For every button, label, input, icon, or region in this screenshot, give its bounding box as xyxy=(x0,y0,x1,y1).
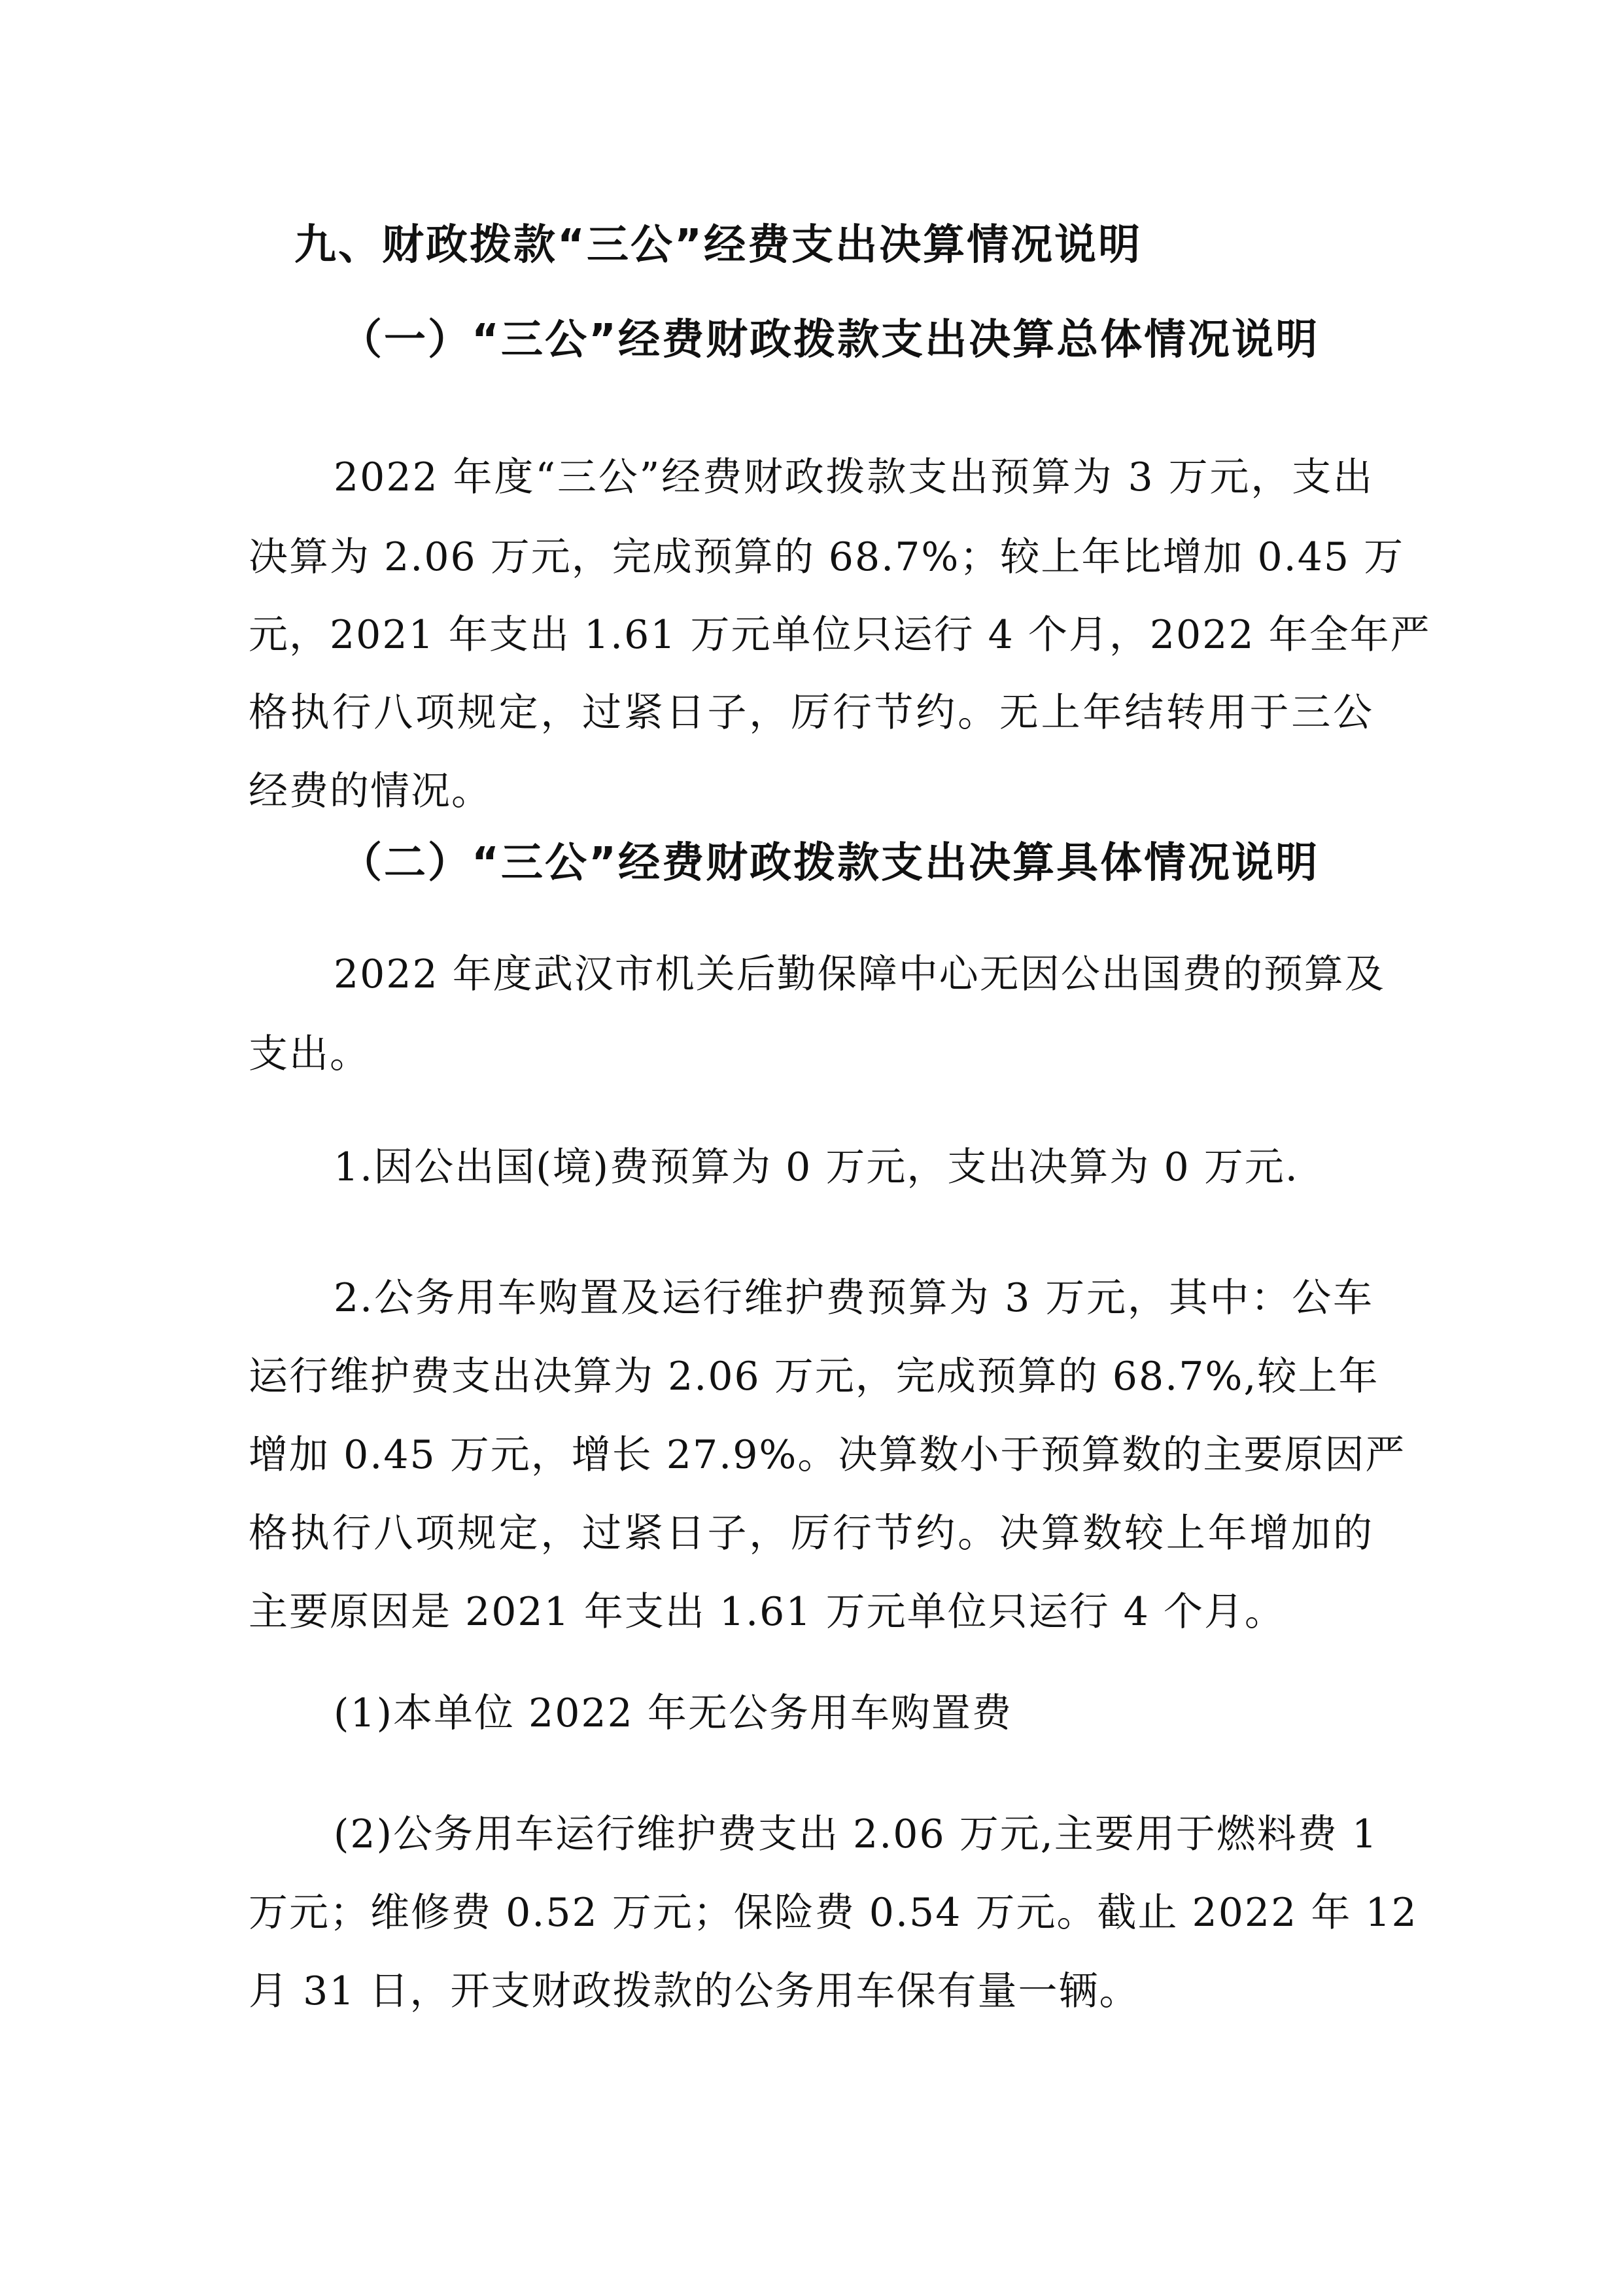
subsection-title-1: （一）“三公”经费财政拨款支出决算总体情况说明 xyxy=(340,316,1320,364)
paragraph-line: 增加 0.45 万元，增长 27.9%。决算数小于预算数的主要原因严 xyxy=(249,1432,1406,1478)
paragraph-line: 主要原因是 2021 年支出 1.61 万元单位只运行 4 个月。 xyxy=(249,1589,1285,1635)
paragraph-line: 运行维护费支出决算为 2.06 万元，完成预算的 68.7%,较上年 xyxy=(249,1354,1379,1399)
list-item-1: 1.因公出国(境)费预算为 0 万元，支出决算为 0 万元. xyxy=(334,1144,1299,1190)
paragraph-line: 格执行八项规定，过紧日子，厉行节约。决算数较上年增加的 xyxy=(249,1511,1373,1556)
paragraph-line: 2022 年度武汉市机关后勤保障中心无因公出国费的预算及 xyxy=(334,951,1385,997)
section-title: 九、财政拨款“三公”经费支出决算情况说明 xyxy=(294,221,1143,269)
paragraph-line: 月 31 日，开支财政拨款的公务用车保有量一辆。 xyxy=(249,1968,1140,2014)
paragraph-line: 经费的情况。 xyxy=(249,768,492,814)
paragraph-line: 2022 年度“三公”经费财政拨款支出预算为 3 万元，支出 xyxy=(334,454,1373,500)
sub-item-1: (1)本单位 2022 年无公务用车购置费 xyxy=(334,1690,1012,1736)
paragraph-line: 决算为 2.06 万元，完成预算的 68.7%；较上年比增加 0.45 万 xyxy=(249,534,1405,580)
paragraph-line: 2.公务用车购置及运行维护费预算为 3 万元，其中：公车 xyxy=(334,1275,1373,1321)
paragraph-line: (2)公务用车运行维护费支出 2.06 万元,主要用于燃料费 1 xyxy=(334,1811,1379,1857)
paragraph-line: 万元；维修费 0.52 万元；保险费 0.54 万元。截止 2022 年 12 xyxy=(249,1890,1418,1936)
paragraph-line: 格执行八项规定，过紧日子，厉行节约。无上年结转用于三公 xyxy=(249,690,1373,736)
paragraph-line: 元，2021 年支出 1.61 万元单位只运行 4 个月，2022 年全年严 xyxy=(249,612,1431,658)
paragraph-line: 支出。 xyxy=(249,1031,370,1077)
subsection-title-2: （二）“三公”经费财政拨款支出决算具体情况说明 xyxy=(340,839,1320,887)
